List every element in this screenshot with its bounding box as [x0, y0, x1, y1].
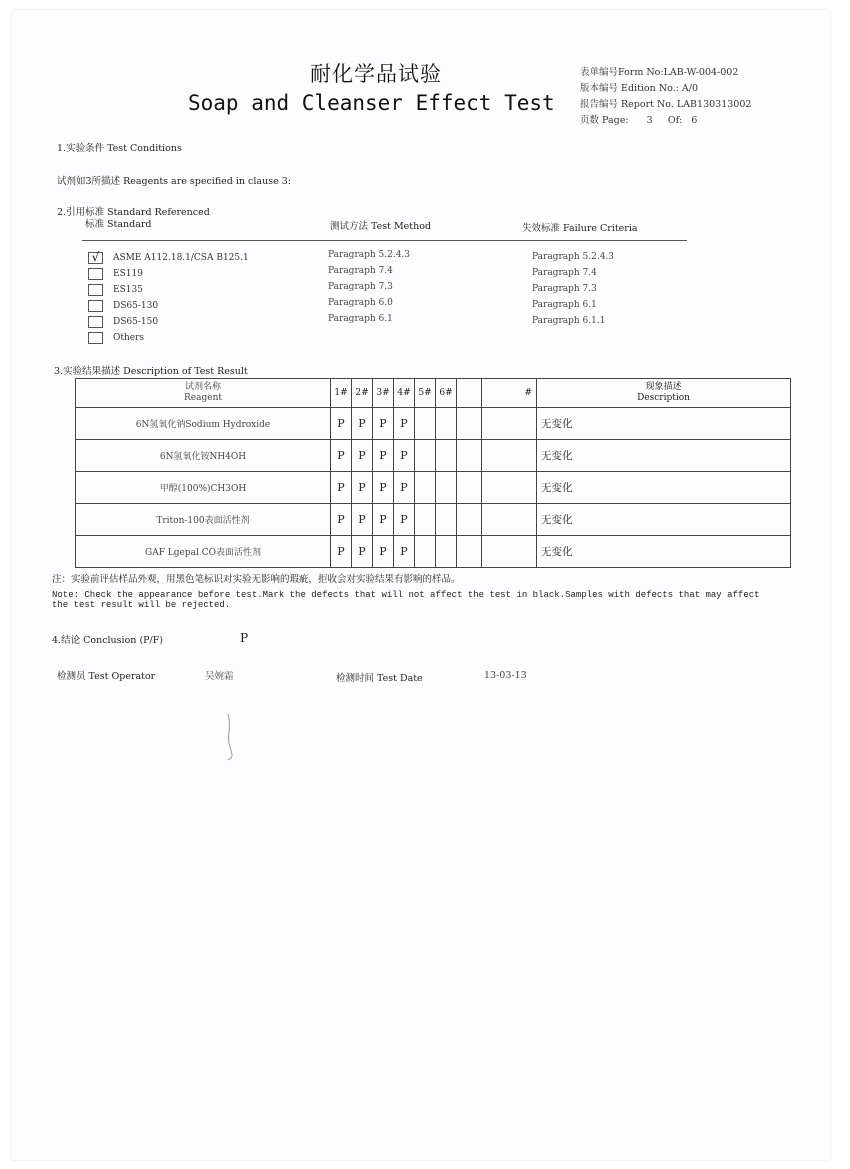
failure-criteria-value: Paragraph 5.2.4.3: [532, 252, 615, 262]
reagent-name: GAF Lgepal CO表面活性剂: [76, 536, 331, 568]
sample-result: P: [352, 440, 373, 472]
sample-result: P: [331, 408, 352, 440]
test-date-value: 13-03-13: [484, 670, 527, 681]
sample-result: [415, 408, 436, 440]
sample-result: P: [331, 440, 352, 472]
sample-result: P: [373, 472, 394, 504]
result-description: 无变化: [537, 504, 791, 536]
sample-header: #: [482, 379, 537, 408]
sample-result: [436, 440, 457, 472]
sample-result: P: [352, 536, 373, 568]
sample-header: 3#: [373, 379, 394, 408]
test-method-value: Paragraph 7.4: [328, 266, 393, 276]
sample-result: P: [352, 504, 373, 536]
result-row: [76, 472, 791, 504]
scan-mark: [224, 712, 238, 762]
sample-result: [482, 408, 537, 440]
sample-result: P: [331, 504, 352, 536]
sample-result: [457, 408, 482, 440]
test-date-label: 检测时间 Test Date: [336, 673, 423, 684]
sample-result: P: [394, 440, 415, 472]
results-table: [75, 378, 791, 568]
description-header-zh: 现象描述: [645, 382, 682, 392]
page-title-zh: 耐化学品试验: [310, 62, 442, 86]
failure-criteria-column-header: 失效标准 Failure Criteria: [522, 223, 638, 234]
test-operator-name: 吴婉霜: [205, 671, 234, 682]
standard-label: DS65-150: [113, 317, 159, 327]
sample-result: [482, 504, 537, 536]
sample-header: 2#: [352, 379, 373, 408]
sample-result: [457, 440, 482, 472]
note-en-line2: the test result will be rejected.: [52, 600, 231, 610]
section2-heading: 2.引用标准 Standard Referenced: [57, 207, 210, 218]
result-row: [76, 408, 791, 440]
result-row: [76, 536, 791, 568]
sample-header: 6#: [436, 379, 457, 408]
result-description: 无变化: [537, 440, 791, 472]
standard-column-header: 标准 Standard: [85, 219, 152, 230]
result-description: 无变化: [537, 472, 791, 504]
result-description: 无变化: [537, 536, 791, 568]
standard-label: ES135: [113, 285, 143, 295]
test-operator-label: 检测员 Test Operator: [57, 671, 156, 682]
standard-checkbox[interactable]: [88, 284, 103, 296]
standard-label: DS65-130: [113, 301, 159, 311]
conclusion-label: 4.结论 Conclusion (P/F): [52, 635, 164, 646]
reagent-name: 甲醇(100%)CH3OH: [76, 472, 331, 504]
sample-result: [415, 536, 436, 568]
reagent-header: [76, 379, 331, 408]
reagent-name: 6N氢氧化铵NH4OH: [76, 440, 331, 472]
sample-result: [436, 536, 457, 568]
sample-result: [482, 536, 537, 568]
sample-header: [457, 379, 482, 408]
test-method-value: Paragraph 5.2.4.3: [328, 250, 411, 260]
test-method-value: Paragraph 7.3: [328, 282, 393, 292]
header-rule: [82, 240, 687, 241]
edition-number: 版本编号 Edition No.: A/0: [580, 83, 698, 94]
reagent-name: Triton-100表面活性剂: [76, 504, 331, 536]
sample-result: [415, 440, 436, 472]
sample-result: P: [394, 504, 415, 536]
standard-row: [88, 284, 143, 296]
sample-result: P: [331, 472, 352, 504]
standard-label: Others: [113, 333, 145, 343]
sample-result: P: [373, 408, 394, 440]
failure-criteria-value: Paragraph 7.4: [532, 268, 597, 278]
sample-result: [415, 504, 436, 536]
failure-criteria-value: Paragraph 6.1: [532, 300, 597, 310]
sample-result: P: [352, 472, 373, 504]
note-en-line1: Note: Check the appearance before test.Mark the defects that will not affect the test in black.Samples with defects that may affect: [52, 590, 760, 600]
sample-result: [457, 472, 482, 504]
report-number: 报告编号 Report No. LAB130313002: [580, 99, 752, 110]
result-row: [76, 504, 791, 536]
result-row: [76, 440, 791, 472]
standard-checkbox[interactable]: [88, 300, 103, 312]
sample-result: P: [331, 536, 352, 568]
description-header: [537, 379, 791, 408]
sample-result: P: [394, 536, 415, 568]
section1-heading: 1.实验条件 Test Conditions: [57, 143, 182, 154]
sample-result: P: [394, 472, 415, 504]
test-method-column-header: 测试方法 Test Method: [330, 221, 432, 232]
sample-result: [457, 504, 482, 536]
sample-result: P: [373, 440, 394, 472]
sample-result: [457, 536, 482, 568]
standard-checkbox[interactable]: [88, 316, 103, 328]
standard-checkbox[interactable]: [88, 268, 103, 280]
description-header-en: Description: [637, 393, 690, 403]
conclusion-value: P: [240, 631, 249, 645]
note-zh: 注：实验前评估样品外观，用黑色笔标识对实验无影响的瑕疵，拒收会对实验结果有影响的样品。: [52, 574, 461, 585]
sample-result: [482, 472, 537, 504]
sample-result: [415, 472, 436, 504]
standard-label: ASME A112.18.1/CSA B125.1: [113, 253, 249, 263]
standard-checkbox[interactable]: √: [88, 252, 103, 264]
sample-header: 4#: [394, 379, 415, 408]
section3-heading: 3.实验结果描述 Description of Test Result: [54, 366, 248, 377]
sample-header: 1#: [331, 379, 352, 408]
result-description: 无变化: [537, 408, 791, 440]
test-method-value: Paragraph 6.1: [328, 314, 393, 324]
reagent-name: 6N氢氧化钠Sodium Hydroxide: [76, 408, 331, 440]
page-title-en: Soap and Cleanser Effect Test: [188, 91, 555, 115]
standard-row: [88, 300, 158, 312]
sample-result: [482, 440, 537, 472]
sample-result: [436, 472, 457, 504]
failure-criteria-value: Paragraph 6.1.1: [532, 316, 606, 326]
sample-result: [436, 408, 457, 440]
page-count: 页数 Page: 3 Of: 6: [580, 115, 698, 126]
sample-header: 5#: [415, 379, 436, 408]
sample-result: P: [394, 408, 415, 440]
sample-result: P: [373, 504, 394, 536]
standard-row: [88, 332, 144, 344]
reagent-header-zh: 试剂名称: [184, 382, 221, 392]
standard-row: [88, 252, 249, 264]
failure-criteria-value: Paragraph 7.3: [532, 284, 597, 294]
standard-row: [88, 268, 143, 280]
standard-label: ES119: [113, 269, 143, 279]
standard-row: [88, 316, 158, 328]
form-number: 表单编号Form No:LAB-W-004-002: [580, 67, 739, 78]
sample-result: P: [352, 408, 373, 440]
results-header-row: [76, 379, 791, 408]
test-method-value: Paragraph 6.0: [328, 298, 393, 308]
reagent-header-en: Reagent: [184, 393, 222, 403]
standard-checkbox[interactable]: [88, 332, 103, 344]
reagents-note: 试剂如3所描述 Reagents are specified in clause 3:: [57, 176, 291, 187]
sample-result: P: [373, 536, 394, 568]
sample-result: [436, 504, 457, 536]
